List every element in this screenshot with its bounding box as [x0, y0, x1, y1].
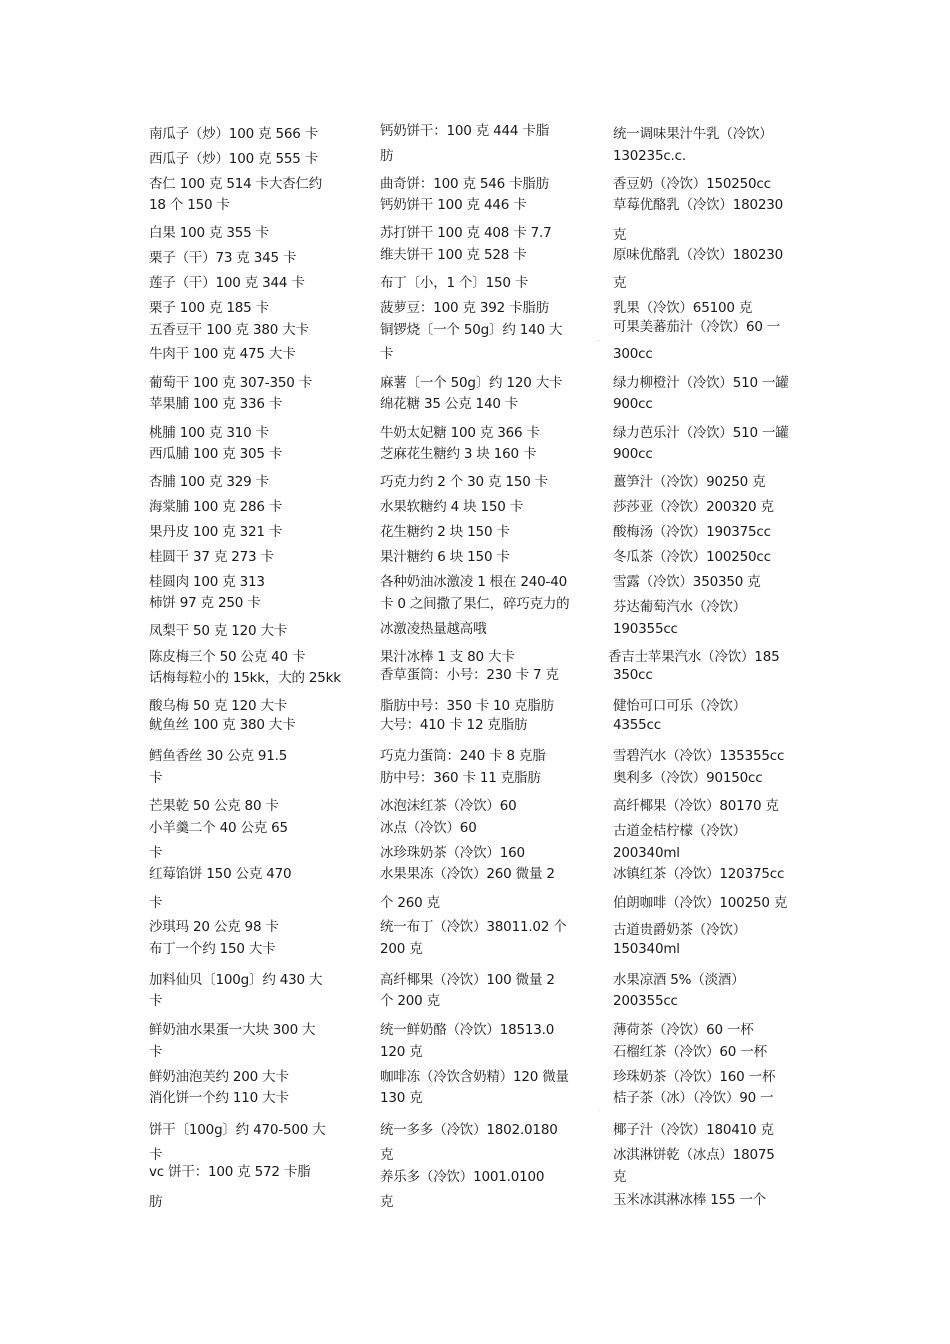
food-calorie-line: 小羊羹二个 40 公克 65	[149, 820, 288, 836]
food-calorie-line: 卡	[380, 346, 394, 362]
food-calorie-line: 牛肉干 100 克 475 大卡	[149, 346, 296, 362]
food-calorie-line: 香草蛋筒：小号：230 卡 7 克	[380, 667, 559, 683]
food-calorie-line: 铜锣烧〔一个 50g〕约 140 大	[380, 322, 563, 338]
food-calorie-line: 肪	[380, 148, 394, 164]
food-calorie-line: 克	[613, 227, 627, 243]
food-calorie-line: 果汁冰棒 1 支 80 大卡	[380, 649, 515, 665]
food-calorie-line: 桂圆干 37 克 273 卡	[149, 549, 274, 565]
food-calorie-line: 卡	[149, 845, 163, 861]
food-calorie-line: 120 克	[380, 1044, 423, 1060]
food-calorie-line: 卡	[149, 993, 163, 1009]
food-calorie-line: 布丁〔小，1 个〕150 卡	[380, 275, 529, 291]
food-calorie-line: 莎莎亚（冷饮）200320 克	[613, 499, 774, 515]
food-calorie-line: 绵花糖 35 公克 140 卡	[380, 396, 519, 412]
food-calorie-line: 石榴红茶（冷饮）60 一杯	[613, 1044, 767, 1060]
food-calorie-line: 沙琪玛 20 公克 98 卡	[149, 919, 279, 935]
food-calorie-line: 统一布丁（冷饮）38011.02 个	[380, 919, 567, 935]
food-calorie-line: 130 克	[380, 1090, 423, 1106]
food-calorie-line: 鲜奶油泡芙约 200 大卡	[149, 1069, 289, 1085]
food-calorie-line: 奥利多（冷饮）90150cc	[613, 770, 763, 786]
scan-mark: ··	[597, 338, 601, 344]
food-calorie-line: 水果软糖约 4 块 150 卡	[380, 499, 524, 515]
food-calorie-line: 冰泡沫红茶（冷饮）60	[380, 798, 517, 814]
food-calorie-line: 200340ml	[613, 845, 680, 861]
food-calorie-line: 果丹皮 100 克 321 卡	[149, 524, 283, 540]
food-calorie-line: 鱿鱼丝 100 克 380 大卡	[149, 717, 296, 733]
food-calorie-line: 伯朗咖啡（冷饮）100250 克	[613, 895, 788, 911]
food-calorie-line: 话梅每粒小的 15kk，大的 25kk	[149, 670, 341, 686]
food-calorie-line: 克	[380, 1194, 394, 1210]
food-calorie-line: 冰淇淋饼乾（冰点）18075	[613, 1147, 775, 1163]
food-calorie-line: 苹果脯 100 克 336 卡	[149, 396, 283, 412]
food-calorie-line: 130235c.c.	[613, 148, 686, 164]
food-calorie-line: 玉米冰淇淋冰棒 155 一个	[613, 1192, 767, 1208]
food-calorie-line: 维夫饼干 100 克 528 卡	[380, 247, 527, 263]
food-calorie-line: 个 200 克	[380, 993, 440, 1009]
food-calorie-line: 加料仙贝〔100g〕约 430 大	[149, 972, 323, 988]
food-calorie-line: 珍珠奶茶（冷饮）160 一杯	[613, 1069, 776, 1085]
food-calorie-line: 乳果（冷饮）65100 克	[613, 300, 753, 316]
food-calorie-line: 牛奶太妃糖 100 克 366 卡	[380, 425, 540, 441]
food-calorie-line: 统一多多（冷饮）1802.0180	[380, 1122, 558, 1138]
food-calorie-line: 苏打饼干 100 克 408 卡 7.7	[380, 225, 552, 241]
food-calorie-line: 白果 100 克 355 卡	[149, 225, 269, 241]
food-calorie-line: 咖啡冻（冷饮含奶精）120 微量	[380, 1069, 569, 1085]
food-calorie-line: 统一鲜奶酪（冷饮）18513.0	[380, 1022, 555, 1038]
food-calorie-line: 栗子（干）73 克 345 卡	[149, 250, 297, 266]
food-calorie-line: 高纤椰果（冷饮）80170 克	[613, 798, 779, 814]
food-calorie-line: 酸梅汤（冷饮）190375cc	[613, 524, 771, 540]
food-calorie-line: 凤梨干 50 克 120 大卡	[149, 623, 288, 639]
food-calorie-line: 柿饼 97 克 250 卡	[149, 595, 261, 611]
food-calorie-line: 香豆奶（冷饮）150250cc	[613, 176, 771, 192]
food-calorie-line: 200355cc	[613, 993, 678, 1009]
food-calorie-line: 200 克	[380, 941, 423, 957]
food-calorie-line: 曲奇饼：100 克 546 卡脂肪	[380, 176, 550, 192]
food-calorie-line: 绿力柳橙汁（冷饮）510 一罐	[613, 375, 789, 391]
food-calorie-line: 巧克力蛋筒：240 卡 8 克脂	[380, 748, 546, 764]
food-calorie-line: 鲜奶油水果蛋一大块 300 大	[149, 1022, 316, 1038]
food-calorie-line: 脂肪中号：350 卡 10 克脂肪	[380, 698, 554, 714]
food-calorie-line: 雪露（冷饮）350350 克	[613, 574, 761, 590]
food-calorie-line: 桂圆肉 100 克 313	[149, 574, 265, 590]
food-calorie-line: 桔子茶（冰）（冷饮）90 一	[613, 1090, 774, 1106]
food-calorie-line: 果汁糖约 6 块 150 卡	[380, 549, 510, 565]
food-calorie-line: 900cc	[613, 396, 653, 412]
food-calorie-line: 统一调味果汁牛乳（冷饮）	[613, 126, 773, 142]
food-calorie-line: 巧克力约 2 个 30 克 150 卡	[380, 474, 548, 490]
food-calorie-line: 水果果冻（冷饮）260 微量 2	[380, 866, 555, 882]
food-calorie-line: 各种奶油冰激凌 1 根在 240-40	[380, 574, 567, 590]
food-calorie-line: 桃脯 100 克 310 卡	[149, 425, 269, 441]
food-calorie-line: 芒果乾 50 公克 80 卡	[149, 798, 279, 814]
food-calorie-line: 冰点（冷饮）60	[380, 820, 477, 836]
food-calorie-line: 古道贵爵奶茶（冷饮）	[613, 922, 746, 938]
food-calorie-line: 钙奶饼干 100 克 446 卡	[380, 197, 527, 213]
food-calorie-line: 钙奶饼干：100 克 444 卡脂	[380, 123, 550, 139]
food-calorie-line: 酸乌梅 50 克 120 大卡	[149, 698, 288, 714]
food-calorie-line: 个 260 克	[380, 895, 440, 911]
food-calorie-line: 可果美蕃茄汁（冷饮）60 一	[613, 319, 781, 335]
food-calorie-line: 海棠脯 100 克 286 卡	[149, 499, 283, 515]
food-calorie-line: 克	[613, 1169, 627, 1185]
food-calorie-line: 高纤椰果（冷饮）100 微量 2	[380, 972, 555, 988]
food-calorie-line: 卡	[149, 770, 163, 786]
food-calorie-line: 麻薯〔一个 50g〕约 120 大卡	[380, 375, 563, 391]
food-calorie-line: 克	[380, 1147, 394, 1163]
food-calorie-line: 葡萄干 100 克 307-350 卡	[149, 375, 313, 391]
food-calorie-line: 350cc	[613, 667, 653, 683]
food-calorie-line: 健怡可口可乐（冷饮）	[613, 698, 746, 714]
food-calorie-line: 陈皮梅三个 50 公克 40 卡	[149, 649, 306, 665]
food-calorie-line: 菠萝豆：100 克 392 卡脂肪	[380, 300, 550, 316]
food-calorie-line: 绿力芭乐汁（冷饮）510 一罐	[613, 425, 789, 441]
food-calorie-line: 薄荷茶（冷饮）60 一杯	[613, 1022, 754, 1038]
food-calorie-line: 大号：410 卡 12 克脂肪	[380, 717, 528, 733]
food-calorie-line: 190355cc	[613, 621, 678, 637]
food-calorie-line: 冰镇红茶（冷饮）120375cc	[613, 866, 785, 882]
food-calorie-line: 克	[613, 275, 627, 291]
food-calorie-line: 肪中号：360 卡 11 克脂肪	[380, 770, 541, 786]
food-calorie-line: 杏脯 100 克 329 卡	[149, 474, 269, 490]
food-calorie-line: 芝麻花生糖约 3 块 160 卡	[380, 446, 537, 462]
food-calorie-line: 杏仁 100 克 514 卡大杏仁约	[149, 176, 323, 192]
food-calorie-line: 卡	[149, 1147, 163, 1163]
food-calorie-line: 椰子汁（冷饮）180410 克	[613, 1122, 774, 1138]
food-calorie-line: 鳕鱼香丝 30 公克 91.5	[149, 748, 288, 764]
food-calorie-line: 水果凉酒 5%（淡酒）	[613, 972, 745, 988]
food-calorie-line: vc 饼干：100 克 572 卡脂	[149, 1164, 311, 1180]
food-calorie-line: 饼干〔100g〕约 470-500 大	[149, 1122, 326, 1138]
food-calorie-line: 五香豆干 100 克 380 大卡	[149, 322, 309, 338]
scan-mark: ·	[599, 1108, 601, 1114]
food-calorie-line: 卡	[149, 895, 163, 911]
food-calorie-line: 芬达葡萄汽水（冷饮）	[613, 599, 746, 615]
food-calorie-line: 草莓优酪乳（冷饮）180230	[613, 197, 784, 213]
food-calorie-line: 消化饼一个约 110 大卡	[149, 1090, 289, 1106]
food-calorie-line: 布丁一个约 150 大卡	[149, 941, 276, 957]
food-calorie-line: 栗子 100 克 185 卡	[149, 300, 269, 316]
food-calorie-line: 300cc	[613, 346, 653, 362]
food-calorie-line: 莲子（干）100 克 344 卡	[149, 275, 305, 291]
food-calorie-line: 原味优酪乳（冷饮）180230	[613, 247, 784, 263]
food-calorie-line: 900cc	[613, 446, 653, 462]
food-calorie-line: 花生糖约 2 块 150 卡	[380, 524, 510, 540]
food-calorie-line: 冬瓜茶（冷饮）100250cc	[613, 549, 771, 565]
food-calorie-line: 肪	[149, 1194, 163, 1210]
food-calorie-line: 薑笋汁（冷饮）90250 克	[613, 474, 766, 490]
food-calorie-line: 雪碧汽水（冷饮）135355cc	[613, 748, 785, 764]
food-calorie-line: 4355cc	[613, 717, 662, 733]
food-calorie-line: 养乐多（冷饮）1001.0100	[380, 1169, 545, 1185]
food-calorie-line: 冰激凌热量越高哦	[380, 621, 487, 637]
food-calorie-line: 150340ml	[613, 941, 680, 957]
food-calorie-line: 红莓馅饼 150 公克 470	[149, 866, 292, 882]
food-calorie-line: 西瓜子（炒）100 克 555 卡	[149, 151, 319, 167]
food-calorie-line: 卡 0 之间撒了果仁，碎巧克力的	[380, 596, 570, 612]
food-calorie-line: 西瓜脯 100 克 305 卡	[149, 446, 283, 462]
food-calorie-line: 南瓜子（炒）100 克 566 卡	[149, 126, 319, 142]
food-calorie-line: 冰珍珠奶茶（冷饮）160	[380, 845, 525, 861]
food-calorie-line: 卡	[149, 1044, 163, 1060]
food-calorie-line: 香吉士苹果汽水（冷饮）185	[608, 649, 780, 665]
food-calorie-line: 18 个 150 卡	[149, 197, 230, 213]
food-calorie-line: 古道金桔柠檬（冷饮）	[613, 823, 746, 839]
